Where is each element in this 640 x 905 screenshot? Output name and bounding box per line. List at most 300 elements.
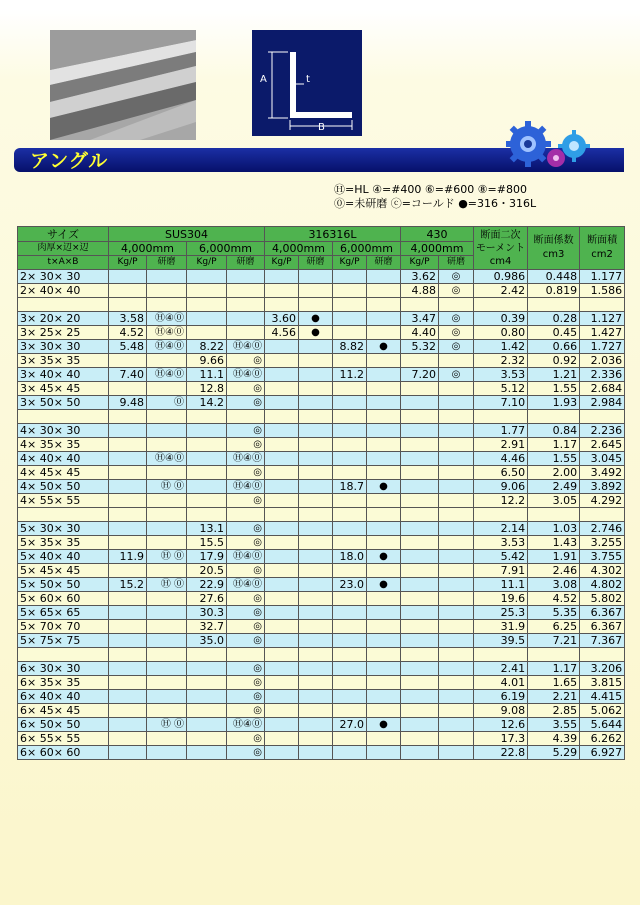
- cell-d: ◎: [227, 592, 265, 606]
- cell-a: [109, 424, 147, 438]
- cell-g: [333, 620, 367, 634]
- cell-c: 14.2: [187, 396, 227, 410]
- cell-b: Ⓗ ⓪: [147, 550, 187, 564]
- spacer-cell: [474, 298, 528, 312]
- cell-size: 5× 40× 40: [18, 550, 109, 564]
- cell-h: [367, 326, 401, 340]
- cell-h: [367, 606, 401, 620]
- cell-c: [187, 466, 227, 480]
- cell-c: [187, 662, 227, 676]
- table-row: [18, 480, 625, 494]
- cell-m: 4.802: [580, 578, 625, 592]
- spacer-cell: [367, 298, 401, 312]
- spacer-cell: [18, 648, 109, 662]
- cell-d: ◎: [227, 620, 265, 634]
- cell-j: [439, 578, 474, 592]
- cell-b: [147, 438, 187, 452]
- spacer-cell: [528, 508, 580, 522]
- spacer-cell: [227, 648, 265, 662]
- cell-g: [333, 564, 367, 578]
- cell-f: [299, 536, 333, 550]
- cell-size: 4× 35× 35: [18, 438, 109, 452]
- cell-i: 3.47: [401, 312, 439, 326]
- spacer-cell: [187, 508, 227, 522]
- cell-size: 5× 35× 35: [18, 536, 109, 550]
- cell-d: ◎: [227, 522, 265, 536]
- cell-k: 17.3: [474, 732, 528, 746]
- cell-m: 7.367: [580, 634, 625, 648]
- cell-b: [147, 424, 187, 438]
- table-row: [18, 634, 625, 648]
- cell-e: [265, 354, 299, 368]
- cell-f: ●: [299, 326, 333, 340]
- cell-i: 3.62: [401, 270, 439, 284]
- cell-c: 11.1: [187, 368, 227, 382]
- spacer-cell: [474, 508, 528, 522]
- cell-i: [401, 732, 439, 746]
- cell-e: [265, 732, 299, 746]
- cell-b: Ⓗ④⓪: [147, 452, 187, 466]
- cell-b: [147, 270, 187, 284]
- spacer-cell: [299, 410, 333, 424]
- cell-l: 1.17: [528, 662, 580, 676]
- cell-j: [439, 690, 474, 704]
- cell-c: 22.9: [187, 578, 227, 592]
- cell-m: 6.927: [580, 746, 625, 760]
- angle-spec-table: [17, 226, 625, 760]
- cell-a: [109, 480, 147, 494]
- cell-m: 3.206: [580, 662, 625, 676]
- spacer-cell: [227, 298, 265, 312]
- cell-size: 6× 35× 35: [18, 676, 109, 690]
- cell-a: [109, 284, 147, 298]
- cell-h: [367, 564, 401, 578]
- cell-f: [299, 424, 333, 438]
- cell-j: [439, 382, 474, 396]
- cell-c: [187, 424, 227, 438]
- cell-e: [265, 550, 299, 564]
- cell-k: 3.53: [474, 536, 528, 550]
- cell-a: [109, 704, 147, 718]
- header-sus-6000: 6,000mm: [187, 242, 265, 256]
- cell-size: 6× 45× 45: [18, 704, 109, 718]
- legend: [334, 183, 536, 211]
- spacer-cell: [367, 648, 401, 662]
- cell-a: 15.2: [109, 578, 147, 592]
- cell-g: [333, 494, 367, 508]
- table-row: [18, 550, 625, 564]
- cell-l: 1.21: [528, 368, 580, 382]
- cell-i: [401, 438, 439, 452]
- cell-k: 7.10: [474, 396, 528, 410]
- cell-size: 6× 55× 55: [18, 732, 109, 746]
- cell-e: [265, 270, 299, 284]
- cell-size: 6× 40× 40: [18, 690, 109, 704]
- cell-l: 2.21: [528, 690, 580, 704]
- cell-l: 0.84: [528, 424, 580, 438]
- cell-f: [299, 746, 333, 760]
- cell-d: ◎: [227, 382, 265, 396]
- cell-j: [439, 704, 474, 718]
- cell-b: [147, 662, 187, 676]
- cell-h: [367, 732, 401, 746]
- cell-k: 9.06: [474, 480, 528, 494]
- cell-d: ◎: [227, 564, 265, 578]
- cell-f: [299, 704, 333, 718]
- cell-e: [265, 620, 299, 634]
- cell-c: 20.5: [187, 564, 227, 578]
- header-316-4000: 4,000mm: [265, 242, 333, 256]
- cell-e: [265, 746, 299, 760]
- cell-f: [299, 452, 333, 466]
- cell-b: [147, 382, 187, 396]
- cell-g: [333, 452, 367, 466]
- cell-d: ◎: [227, 536, 265, 550]
- cell-a: [109, 270, 147, 284]
- cell-i: [401, 424, 439, 438]
- header-kenma: 研磨: [367, 256, 401, 270]
- table-row: [18, 732, 625, 746]
- cell-g: [333, 704, 367, 718]
- spacer-cell: [439, 298, 474, 312]
- cell-m: 1.727: [580, 340, 625, 354]
- cell-l: 0.92: [528, 354, 580, 368]
- cell-g: [333, 382, 367, 396]
- cell-size: 4× 40× 40: [18, 452, 109, 466]
- spacer-cell: [474, 648, 528, 662]
- cell-i: 7.20: [401, 368, 439, 382]
- cell-j: [439, 634, 474, 648]
- cell-l: 2.46: [528, 564, 580, 578]
- cell-d: ◎: [227, 746, 265, 760]
- cell-size: 6× 50× 50: [18, 718, 109, 732]
- cell-g: 18.0: [333, 550, 367, 564]
- cell-j: ◎: [439, 270, 474, 284]
- spacer-row: [18, 298, 625, 312]
- cell-j: [439, 480, 474, 494]
- cell-c: [187, 746, 227, 760]
- cell-g: 8.82: [333, 340, 367, 354]
- spacer-cell: [227, 410, 265, 424]
- cell-c: 35.0: [187, 634, 227, 648]
- spacer-cell: [147, 410, 187, 424]
- cell-h: [367, 452, 401, 466]
- cell-e: [265, 676, 299, 690]
- cell-a: 3.58: [109, 312, 147, 326]
- header-moment: [474, 227, 528, 270]
- cell-f: [299, 368, 333, 382]
- cell-g: 27.0: [333, 718, 367, 732]
- cell-m: 5.644: [580, 718, 625, 732]
- cell-g: 11.2: [333, 368, 367, 382]
- cell-a: [109, 452, 147, 466]
- cell-m: 3.045: [580, 452, 625, 466]
- cell-h: ●: [367, 718, 401, 732]
- cell-l: 0.45: [528, 326, 580, 340]
- cell-j: [439, 606, 474, 620]
- cell-size: 4× 45× 45: [18, 466, 109, 480]
- cell-k: 0.986: [474, 270, 528, 284]
- cell-a: 9.48: [109, 396, 147, 410]
- cell-b: Ⓗ④⓪: [147, 312, 187, 326]
- spacer-cell: [528, 648, 580, 662]
- cell-size: 2× 30× 30: [18, 270, 109, 284]
- cell-g: [333, 746, 367, 760]
- cell-h: [367, 368, 401, 382]
- cell-size: 5× 70× 70: [18, 620, 109, 634]
- cell-m: 2.236: [580, 424, 625, 438]
- spacer-cell: [367, 508, 401, 522]
- spacer-cell: [401, 648, 439, 662]
- cell-c: [187, 312, 227, 326]
- cell-k: 11.1: [474, 578, 528, 592]
- table-row: [18, 522, 625, 536]
- cell-k: 0.80: [474, 326, 528, 340]
- spacer-cell: [147, 648, 187, 662]
- cell-j: ◎: [439, 284, 474, 298]
- cell-j: [439, 396, 474, 410]
- cell-c: 12.8: [187, 382, 227, 396]
- cell-k: 5.12: [474, 382, 528, 396]
- cell-c: 9.66: [187, 354, 227, 368]
- cell-k: 1.42: [474, 340, 528, 354]
- cell-d: ◎: [227, 424, 265, 438]
- cell-h: [367, 746, 401, 760]
- cell-j: [439, 354, 474, 368]
- table-row: [18, 662, 625, 676]
- cell-h: ●: [367, 550, 401, 564]
- cell-b: [147, 564, 187, 578]
- cell-c: [187, 676, 227, 690]
- cell-f: [299, 620, 333, 634]
- cell-m: 1.427: [580, 326, 625, 340]
- cell-h: [367, 522, 401, 536]
- cell-j: [439, 592, 474, 606]
- table-row: [18, 368, 625, 382]
- cell-a: [109, 536, 147, 550]
- cell-m: 6.367: [580, 606, 625, 620]
- cell-g: 23.0: [333, 578, 367, 592]
- cell-j: ◎: [439, 368, 474, 382]
- cell-m: 5.802: [580, 592, 625, 606]
- cell-d: ◎: [227, 606, 265, 620]
- cell-i: [401, 578, 439, 592]
- cell-i: [401, 606, 439, 620]
- header-modulus-unit: cm3: [542, 249, 565, 260]
- cell-i: [401, 494, 439, 508]
- table-row: [18, 340, 625, 354]
- spacer-cell: [528, 410, 580, 424]
- cell-d: [227, 326, 265, 340]
- cell-c: [187, 438, 227, 452]
- cell-size: 3× 50× 50: [18, 396, 109, 410]
- table-row: [18, 676, 625, 690]
- cell-size: 3× 20× 20: [18, 312, 109, 326]
- cell-g: [333, 676, 367, 690]
- cell-d: Ⓗ④⓪: [227, 480, 265, 494]
- cell-h: ●: [367, 578, 401, 592]
- cell-f: [299, 494, 333, 508]
- cell-m: 1.177: [580, 270, 625, 284]
- cell-size: 3× 45× 45: [18, 382, 109, 396]
- cell-g: 18.7: [333, 480, 367, 494]
- table-row: [18, 354, 625, 368]
- spacer-cell: [401, 298, 439, 312]
- cell-c: [187, 284, 227, 298]
- header-kgp: Kg/P: [401, 256, 439, 270]
- spacer-cell: [580, 298, 625, 312]
- cell-d: Ⓗ④⓪: [227, 368, 265, 382]
- cell-f: [299, 340, 333, 354]
- cell-b: [147, 606, 187, 620]
- cell-h: [367, 494, 401, 508]
- spacer-cell: [227, 508, 265, 522]
- cell-h: ●: [367, 340, 401, 354]
- cell-e: [265, 704, 299, 718]
- spacer-cell: [333, 648, 367, 662]
- cell-a: [109, 466, 147, 480]
- cell-g: [333, 662, 367, 676]
- cell-j: [439, 718, 474, 732]
- spacer-cell: [147, 508, 187, 522]
- cell-m: 3.892: [580, 480, 625, 494]
- cell-k: 7.91: [474, 564, 528, 578]
- cell-g: [333, 522, 367, 536]
- cell-size: 5× 30× 30: [18, 522, 109, 536]
- cell-a: 11.9: [109, 550, 147, 564]
- cell-b: Ⓗ④⓪: [147, 340, 187, 354]
- cell-g: [333, 732, 367, 746]
- cell-l: 3.08: [528, 578, 580, 592]
- cell-g: [333, 438, 367, 452]
- cell-e: [265, 536, 299, 550]
- cell-i: [401, 634, 439, 648]
- spacer-cell: [109, 410, 147, 424]
- cell-c: [187, 690, 227, 704]
- cell-m: 2.336: [580, 368, 625, 382]
- table-row: [18, 536, 625, 550]
- cell-i: [401, 536, 439, 550]
- spacer-cell: [528, 298, 580, 312]
- cell-g: [333, 396, 367, 410]
- cell-l: 4.52: [528, 592, 580, 606]
- cell-i: [401, 662, 439, 676]
- cell-l: 5.29: [528, 746, 580, 760]
- header-sus-4000: 4,000mm: [109, 242, 187, 256]
- cell-d: Ⓗ④⓪: [227, 550, 265, 564]
- cell-i: [401, 452, 439, 466]
- cell-m: 2.036: [580, 354, 625, 368]
- spacer-cell: [401, 508, 439, 522]
- cell-k: 2.14: [474, 522, 528, 536]
- cell-k: 6.19: [474, 690, 528, 704]
- cell-e: [265, 424, 299, 438]
- cell-i: [401, 718, 439, 732]
- header-430: 430: [401, 227, 474, 242]
- table-body: [18, 270, 625, 760]
- cell-i: 5.32: [401, 340, 439, 354]
- table-row: [18, 718, 625, 732]
- cell-k: 31.9: [474, 620, 528, 634]
- cell-e: [265, 718, 299, 732]
- cell-b: [147, 536, 187, 550]
- spacer-cell: [333, 508, 367, 522]
- header-size-sub1: 肉厚×辺×辺: [18, 242, 109, 256]
- cell-i: [401, 690, 439, 704]
- spacer-cell: [187, 298, 227, 312]
- cell-i: [401, 676, 439, 690]
- cell-m: 2.684: [580, 382, 625, 396]
- cell-b: [147, 354, 187, 368]
- cell-k: 4.01: [474, 676, 528, 690]
- cell-k: 39.5: [474, 634, 528, 648]
- cell-c: [187, 732, 227, 746]
- cell-i: [401, 354, 439, 368]
- cell-d: Ⓗ④⓪: [227, 452, 265, 466]
- spacer-cell: [299, 508, 333, 522]
- cell-b: [147, 732, 187, 746]
- cell-d: Ⓗ④⓪: [227, 340, 265, 354]
- cell-m: 2.645: [580, 438, 625, 452]
- cell-l: 6.25: [528, 620, 580, 634]
- cell-l: 2.49: [528, 480, 580, 494]
- header-kgp: Kg/P: [187, 256, 227, 270]
- cell-b: [147, 676, 187, 690]
- cell-size: 5× 75× 75: [18, 634, 109, 648]
- cell-d: ◎: [227, 676, 265, 690]
- header-area: [580, 227, 625, 270]
- cell-c: [187, 326, 227, 340]
- table-row: [18, 396, 625, 410]
- cell-k: 2.91: [474, 438, 528, 452]
- cell-size: 6× 60× 60: [18, 746, 109, 760]
- cell-f: [299, 718, 333, 732]
- cell-h: [367, 270, 401, 284]
- cell-a: [109, 438, 147, 452]
- cell-e: [265, 480, 299, 494]
- cell-a: 5.48: [109, 340, 147, 354]
- table-row: [18, 620, 625, 634]
- cell-k: 0.39: [474, 312, 528, 326]
- cell-l: 5.35: [528, 606, 580, 620]
- cell-c: [187, 494, 227, 508]
- cell-l: 4.39: [528, 732, 580, 746]
- header-430-4000: 4,000mm: [401, 242, 474, 256]
- cell-l: 1.17: [528, 438, 580, 452]
- table-row: [18, 592, 625, 606]
- cell-b: [147, 522, 187, 536]
- cell-h: [367, 634, 401, 648]
- cell-f: [299, 564, 333, 578]
- cell-g: [333, 354, 367, 368]
- cell-a: [109, 592, 147, 606]
- spacer-cell: [580, 410, 625, 424]
- cell-l: 1.91: [528, 550, 580, 564]
- cell-l: 0.28: [528, 312, 580, 326]
- header-moment-2: モーメント: [476, 242, 526, 254]
- header-kenma: 研磨: [439, 256, 474, 270]
- spacer-cell: [333, 410, 367, 424]
- cell-b: [147, 466, 187, 480]
- cell-l: 1.55: [528, 382, 580, 396]
- cell-a: [109, 690, 147, 704]
- header-kenma: 研磨: [299, 256, 333, 270]
- cell-b: ⓪: [147, 396, 187, 410]
- cell-a: [109, 494, 147, 508]
- spacer-cell: [439, 508, 474, 522]
- cell-b: Ⓗ④⓪: [147, 326, 187, 340]
- cell-size: 4× 55× 55: [18, 494, 109, 508]
